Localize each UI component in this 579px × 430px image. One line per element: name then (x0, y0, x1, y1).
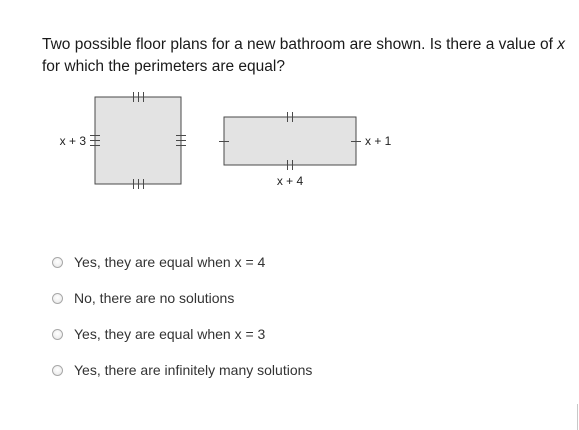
answer-choice-label: Yes, they are equal when x = 4 (74, 254, 266, 270)
answer-choice-label: Yes, they are equal when x = 3 (74, 326, 266, 342)
answer-choice-label: No, there are no solutions (74, 290, 235, 306)
answer-choice-4[interactable] (52, 352, 312, 388)
square-side-label: x + 3 (59, 134, 86, 148)
radio-button[interactable] (52, 329, 63, 340)
rectangle-height-label: x + 1 (365, 134, 392, 148)
radio-button[interactable] (52, 365, 63, 376)
question-text-part2: for which the perimeters are equal? (42, 58, 285, 75)
answer-choice-3[interactable] (52, 316, 312, 352)
question-variable: x (557, 36, 565, 53)
question-text-part1: Two possible floor plans for a new bathroom are shown. Is there a value of (42, 36, 558, 53)
answer-choice-1[interactable] (52, 244, 312, 280)
scrollbar-edge (577, 404, 578, 430)
square-shape (95, 97, 181, 184)
rectangle-floor-plan (219, 112, 392, 188)
radio-button[interactable] (52, 257, 63, 268)
answer-choice-2[interactable] (52, 280, 312, 316)
square-floor-plan (60, 92, 186, 189)
answer-choice-label: Yes, there are infinitely many solutions (74, 362, 313, 378)
answer-choices (52, 244, 312, 388)
radio-button[interactable] (52, 293, 63, 304)
rectangle-shape (224, 117, 356, 165)
rectangle-width-label: x + 4 (276, 174, 304, 188)
